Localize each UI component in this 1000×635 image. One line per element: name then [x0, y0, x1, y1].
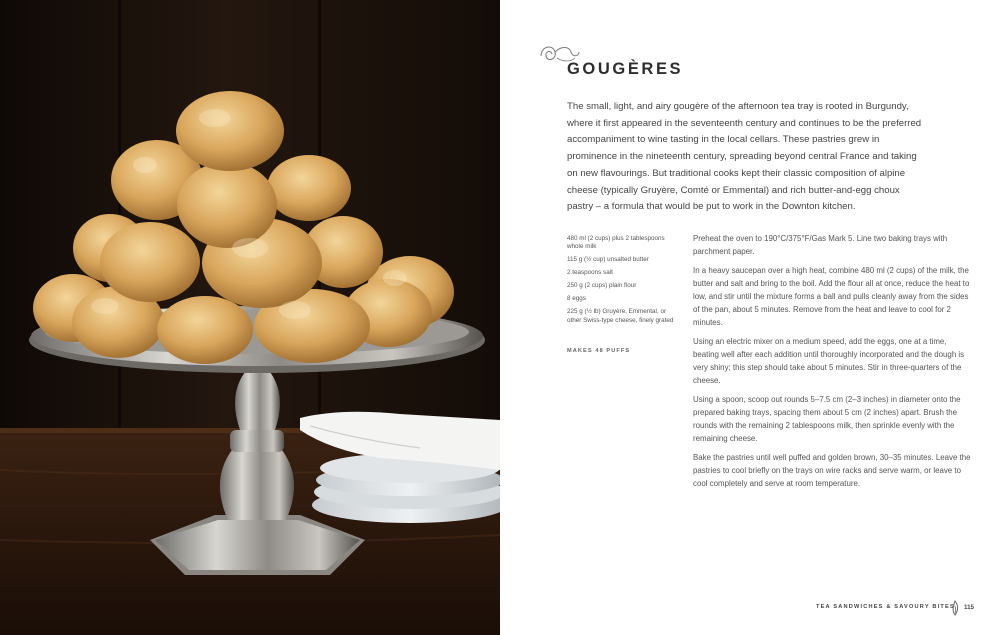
- method-step: Bake the pastries until well puffed and golden brown, 30–35 minutes. Leave the pastries to cool briefly on the trays on wire racks and serve warm, or leave to cool completely and serve at room temperature.: [693, 453, 971, 488]
- recipe-title: GOUGÈRES: [567, 60, 684, 78]
- flame-ornament-icon: [949, 600, 961, 616]
- ingredient-item: 2 teaspoons salt: [567, 269, 613, 277]
- recipe-intro: [567, 99, 939, 216]
- intro-line: accompaniment to wine tasting in the local cellars. These pastries grew in: [567, 134, 880, 146]
- ingredient-list: [567, 235, 679, 330]
- ingredient-item: 8 eggs: [567, 295, 586, 303]
- page-number: 115: [964, 604, 974, 611]
- ingredient-item: 250 g (2 cups) plain flour: [567, 282, 637, 290]
- method-step: In a heavy saucepan over a high heat, combine 480 ml (2 cups) of the milk, the butter and salt and bring to the boil. Add the flour all at once, reduce the heat to low, and stir until the mixture forms a ball and pulls cleanly away from the sides of the pan, about 5 minutes. Remove from the heat and leave to cool for 2 minutes.: [693, 266, 970, 327]
- method-step: Using a spoon, scoop out rounds 5–7.5 cm (2–3 inches) in diameter onto the prepared baking trays, spacing them about 5 cm (2 inches) apart. Brush the rounds with the remaining 2 tablespoons milk, then sprinkle evenly with the remaining cheese.: [693, 395, 961, 443]
- intro-line: on new flavourings. But traditional cooks kept their classic composition of alpine: [567, 167, 906, 179]
- ingredient-item: 480 ml (2 cups) plus 2 tablespoons whole milk: [567, 235, 665, 251]
- yield-label: MAKES 48 PUFFS: [567, 348, 631, 354]
- ingredient-item: 115 g (½ cup) unsalted butter: [567, 256, 649, 264]
- section-footer: TEA SANDWICHES & SAVOURY BITES: [816, 604, 955, 610]
- intro-line: where it first appeared in the seventeenth century and continues to be the preferred: [567, 117, 922, 129]
- ingredient-item: 225 g (½ lb) Gruyère, Emmental, or other Swiss-type cheese, finely grated: [567, 308, 674, 324]
- method-step: Preheat the oven to 190°C/375°F/Gas Mark 5. Line two baking trays with parchment paper.: [693, 234, 948, 256]
- intro-line: pastry – a formula that would be put to work in the Downton kitchen.: [567, 201, 856, 213]
- recipe-page: [500, 0, 1000, 635]
- intro-line: prominence in the nineteenth century, spreading beyond central France and taking: [567, 151, 917, 163]
- intro-line: cheese (typically Gruyère, Comté or Emmental) and rich butter-and-egg choux: [567, 184, 900, 196]
- method-step: Using an electric mixer on a medium speed, add the eggs, one at a time, beating well after each addition until thoroughly incorporated and the dough is very shiny; this step should take about 5 minutes. Stir in three-quarters of the cheese.: [693, 337, 965, 385]
- method-steps: [693, 233, 971, 497]
- intro-line: The small, light, and airy gougère of the afternoon tea tray is rooted in Burgundy,: [567, 101, 909, 112]
